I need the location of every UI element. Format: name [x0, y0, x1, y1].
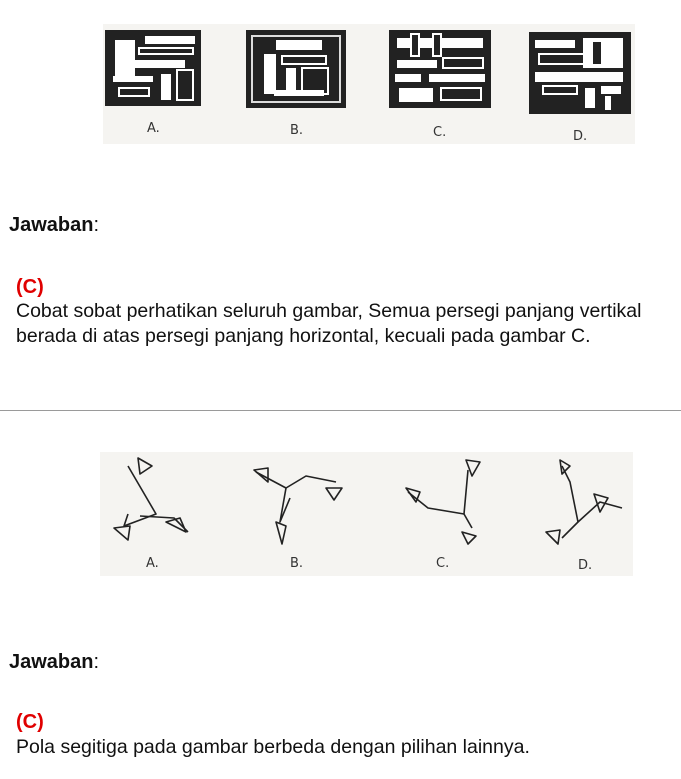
option-a-label-2: A. — [146, 556, 159, 571]
figure-rectangles — [103, 24, 635, 144]
option-d-label-2: D. — [578, 558, 593, 573]
option-d-triangles — [546, 460, 622, 544]
option-c-triangles — [406, 460, 480, 544]
answer-explanation-2: Pola segitiga pada gambar berbeda dengan pilihan lainnya. — [16, 736, 530, 758]
option-c-pattern — [389, 30, 491, 108]
option-b-label: B. — [290, 123, 304, 138]
jawaban-colon: : — [93, 214, 100, 236]
jawaban-label: Jawaban — [9, 214, 94, 236]
option-d-panel — [529, 32, 631, 114]
option-c-label: C. — [433, 125, 447, 140]
jawaban-label-2: Jawaban — [9, 651, 94, 673]
jawaban-heading — [9, 214, 99, 237]
answer-badge: (C) — [16, 276, 44, 298]
option-d-label: D. — [573, 129, 588, 144]
option-d-pattern — [529, 32, 631, 114]
option-b-pattern — [246, 30, 346, 108]
option-c-label-2: C. — [436, 556, 450, 571]
answer-badge-2: (C) — [16, 711, 44, 733]
option-a-panel — [105, 30, 201, 106]
option-a-label: A. — [147, 121, 160, 136]
option-a-triangles — [114, 458, 188, 540]
jawaban-colon-2: : — [93, 651, 100, 673]
option-b-panel — [246, 30, 346, 108]
section-divider — [0, 410, 681, 411]
option-a-pattern — [105, 30, 201, 106]
figure-triangles — [100, 452, 633, 576]
option-c-panel — [389, 30, 491, 108]
answer-explanation: Cobat sobat perhatikan seluruh gambar, Semua persegi panjang vertikal berada di atas persegi panjang horizontal, kecuali pada gambar C. — [16, 300, 642, 347]
triangle-options-drawing — [100, 452, 633, 576]
jawaban-heading-2 — [9, 651, 99, 674]
option-b-triangles — [254, 468, 342, 544]
option-b-label-2: B. — [290, 556, 304, 571]
